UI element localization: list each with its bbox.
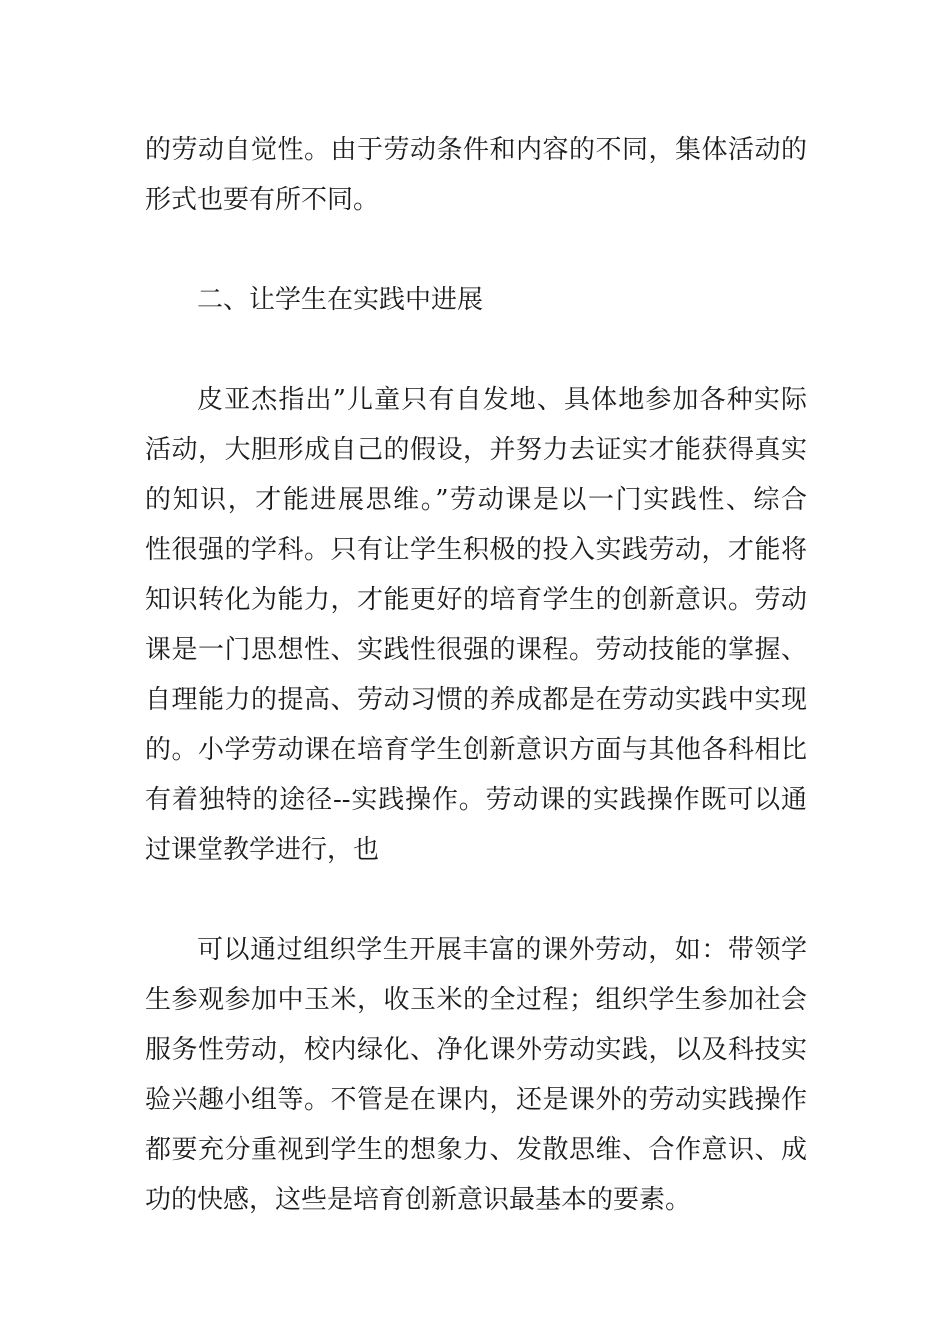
paragraph-1-line-1: 的劳动自觉性。由于劳动条件和内容的不同，集体活动的 [145,135,807,165]
paragraph-2-line-2: 活动，大胆形成自己的假设，并努力去证实才能获得真实 [145,435,807,465]
paragraph-3-line-1: 可以通过组织学生开展丰富的课外劳动，如：带领学 [197,935,807,965]
paragraph-2-line-1: 皮亚杰指出”儿童只有自发地、具体地参加各种实际 [197,385,807,415]
paragraph-2-line-5: 知识转化为能力，才能更好的培育学生的创新意识。劳动 [145,585,807,615]
paragraph-2-line-10: 过课堂教学进行，也 [145,835,380,865]
paragraph-3-line-5: 都要充分重视到学生的想象力、发散思维、合作意识、成 [145,1135,807,1165]
paragraph-2-line-3: 的知识，才能进展思维。”劳动课是以一门实践性、综合 [145,485,807,515]
paragraph-3-line-3: 服务性劳动，校内绿化、净化课外劳动实践，以及科技实 [145,1035,807,1065]
paragraph-3-line-2: 生参观参加中玉米，收玉米的全过程；组织学生参加社会 [145,985,807,1015]
paragraph-2-line-6: 课是一门思想性、实践性很强的课程。劳动技能的掌握、 [145,635,807,665]
paragraph-3-line-6: 功的快感，这些是培育创新意识最基本的要素。 [145,1185,692,1215]
paragraph-1-line-2: 形式也要有所不同。 [145,185,380,215]
section-heading: 二、让学生在实践中进展 [197,285,484,315]
paragraph-2-line-4: 性很强的学科。只有让学生积极的投入实践劳动，才能将 [145,535,807,565]
paragraph-2-line-8: 的。小学劳动课在培育学生创新意识方面与其他各科相比 [145,735,807,765]
paragraph-3-line-4: 验兴趣小组等。不管是在课内，还是课外的劳动实践操作 [145,1085,807,1115]
paragraph-2-line-7: 自理能力的提高、劳动习惯的养成都是在劳动实践中实现 [145,685,807,715]
paragraph-2-line-9: 有着独特的途径--实践操作。劳动课的实践操作既可以通 [145,785,807,815]
